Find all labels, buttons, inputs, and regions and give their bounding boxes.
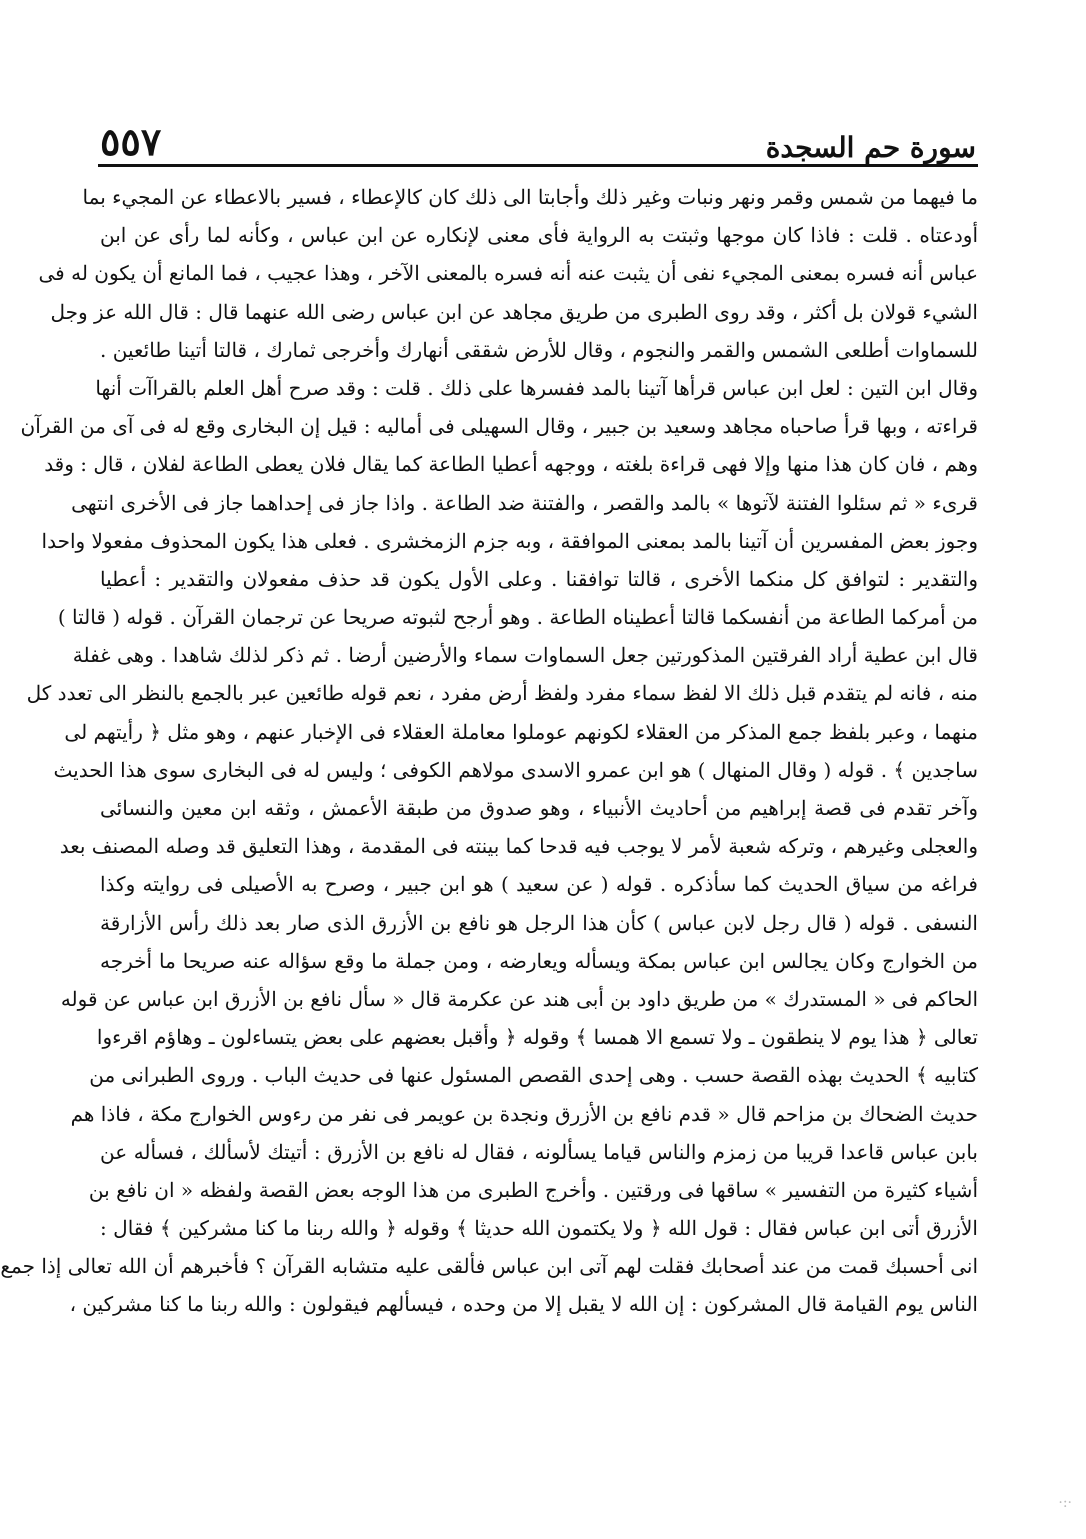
text-line: والعجلى وغيرهم ، وتركه شعبة لأمر لا يوجب فيه قدحا كما بينته فى المقدمة ، وهذا التعليق قد وصله المصنف بعد (59, 834, 978, 859)
scan-mark: ·:· (1058, 1495, 1072, 1511)
text-line: ما فيهما من شمس وقمر ونهر ونبات وغير ذلك وأجابتا الى ذلك كان كالإعطاء ، فسير بالاعطاء عن المجيء بما (82, 185, 978, 209)
text-line: أودعتاه . قلت : فاذا كان موجها وثبتت به الرواية فأى معنى لإنكاره عن ابن عباس ، وكأنه لما رأى عن ابن (100, 223, 978, 248)
text-line: وقال ابن التين : لعل ابن عباس قرأها آتينا بالمد ففسرها على ذلك . قلت : وقد صرح أهل العلم بالقراآت أنها (95, 375, 978, 400)
text-line: من أمركما الطاعة من أنفسكما قالتا أعطيناه الطاعة . وهو أرجح لثبوته صريحا عن ترجمان القرآن . قوله ( قالتا ) (57, 605, 978, 630)
text-line: حديث الضحاك بن مزاحم قال « قدم نافع بن الأزرق ونجدة بن عويمر فى نفر من رءوس الخوارج مكة ، فاذا هم (70, 1101, 978, 1126)
text-line: ساجدين ﴾ . قوله ( وقال المنهال ) هو ابن عمرو الاسدى مولاهم الكوفى ؛ وليس له فى البخارى سوى هذا الحديث (53, 757, 978, 782)
page-number: ٥٥٧ (100, 119, 162, 164)
text-body (0, 178, 978, 1324)
text-line: تعالى ﴿ هذا يوم لا ينطقون ـ ولا تسمع الا همسا ﴾ وقوله ﴿ وأقبل بعضهم على بعض يتساءلون ـ وهاؤم اقرءوا (96, 1025, 978, 1050)
page-header (100, 118, 976, 164)
text-line: وهم ، فان كان هذا منها وإلا فهى قراءة بلغته ، ووجهه أعطيا الطاعة كما يقال فلان يعطى الطاعة لفلان ، قال : وقد (44, 452, 978, 477)
surah-title: سورة حم السجدة (765, 131, 976, 164)
text-line: وجوز بعض المفسرين أن آتينا بالمد بمعنى الموافقة ، وبه جزم الزمخشرى . فعلى هذا يكون المحذوف مفعولا واحدا (41, 528, 978, 553)
text-line: الناس يوم القيامة قال المشركون : إن الله لا يقبل إلا من وحده ، فيسألهم فيقولون : والله ربنا ما كنا مشركين ، (69, 1292, 978, 1317)
text-line: من الخوارج وكان يجالس ابن عباس بمكة ويسأله ويعارضه ، ومن جملة ما وقع سؤاله عنه صريحا ما أخرجه (100, 948, 978, 973)
text-line: الحاكم فى « المستدرك » من طريق داود بن أبى هند عن عكرمة قال « سأل نافع بن الأزرق ابن عباس عن قوله (60, 986, 978, 1011)
text-line: قراءته ، وبها قرأ صاحباه مجاهد وسعيد بن جبير ، وقال السهيلى فى أماليه : قيل إن البخارى وقع له فى آى من القرآن (20, 414, 978, 439)
text-line: الأزرق أتى ابن عباس فقال : قول الله ﴿ ولا يكتمون الله حديثا ﴾ وقوله ﴿ والله ربنا ما كنا مشركين ﴾ فقال : (100, 1216, 978, 1241)
text-line: قرىء « ثم سئلوا الفتنة لآتوها » بالمد والقصر ، والفتنة ضد الطاعة . واذا جاز فى إحداهما جاز فى الأخرى انتهى (71, 490, 978, 515)
text-line: النسفى . قوله ( قال رجل لابن عباس ) كأن هذا الرجل هو نافع بن الأزرق الذى صار بعد ذلك رأس الأزارقة (100, 910, 978, 935)
text-line: عباس أنه فسره بمعنى المجيء نفى أن يثبت عنه أنه فسره بالمعنى الآخر ، وهذا عجيب ، فما المانع أن يكون له فى (38, 261, 978, 286)
header-rule (98, 164, 978, 167)
text-line: قال ابن عطية أراد الفرقتين المذكورتين جعل السماوات سماء والأرضين أرضا . ثم ذكر لذلك شاهدا . وهى غفلة (72, 643, 978, 668)
text-line: كتابيه ﴾ الحديث بهذه القصة حسب . وهى إحدى القصص المسئول عنها فى حديث الباب . وروى الطبرانى من (89, 1063, 978, 1088)
text-line: بابن عباس قاعدا قريبا من زمزم والناس قياما يسألونه ، فقال له نافع بن الأزرق : أتيتك لأسألك ، فسأله عن (100, 1139, 978, 1164)
text-line: أشياء كثيرة من التفسير » ساقها فى ورقتين . وأخرج الطبرى من هذا الوجه بعض القصة ولفظه « ان نافع بن (88, 1177, 978, 1202)
text-line: والتقدير : لتوافق كل منكما الأخرى ، قالتا توافقنا . وعلى الأول يكون قد حذف مفعولان والتقدير : أعطيا (100, 566, 978, 591)
text-line: انى أحسبك قمت من عند أصحابك فقلت لهم آتى ابن عباس فألقى عليه متشابه القرآن ؟ فأخبرهم أن الله تعالى إذا جمع (0, 1254, 978, 1279)
text-line: منهما ، وعبر بلفظ جمع المذكر من العقلاء لكونهم عوملوا معاملة العقلاء فى الإخبار عنهم ، وهو مثل ﴿ رأيتهم لى (64, 719, 978, 744)
text-line: للسماوات أطلعى الشمس والقمر والنجوم ، وقال للأرض شققى أنهارك وأخرجى ثمارك ، قالتا أتينا طائعين . (100, 337, 978, 362)
text-line: وآخر تقدم فى قصة إبراهيم من أحاديث الأنبياء ، وهو صدوق من طبقة الأعمش ، وثقه ابن معين والنسائى (100, 796, 978, 820)
text-line: فراغه من سياق الحديث كما سأذكره . قوله ( عن سعيد ) هو ابن جبير ، وصرح به الأصيلى فى روايته وكذا (100, 872, 978, 897)
text-line: الشيء قولان بل أكثر ، وقد روى الطبرى من طريق مجاهد عن ابن عباس رضى الله عنهما قال : قال الله عز وجل (50, 299, 978, 324)
text-line: منه ، فانه لم يتقدم قبل ذلك الا لفظ سماء مفرد ولفظ أرض مفرد ، نعم قوله طائعين عبر بالجمع بالنظر الى تعدد كل (26, 681, 978, 706)
